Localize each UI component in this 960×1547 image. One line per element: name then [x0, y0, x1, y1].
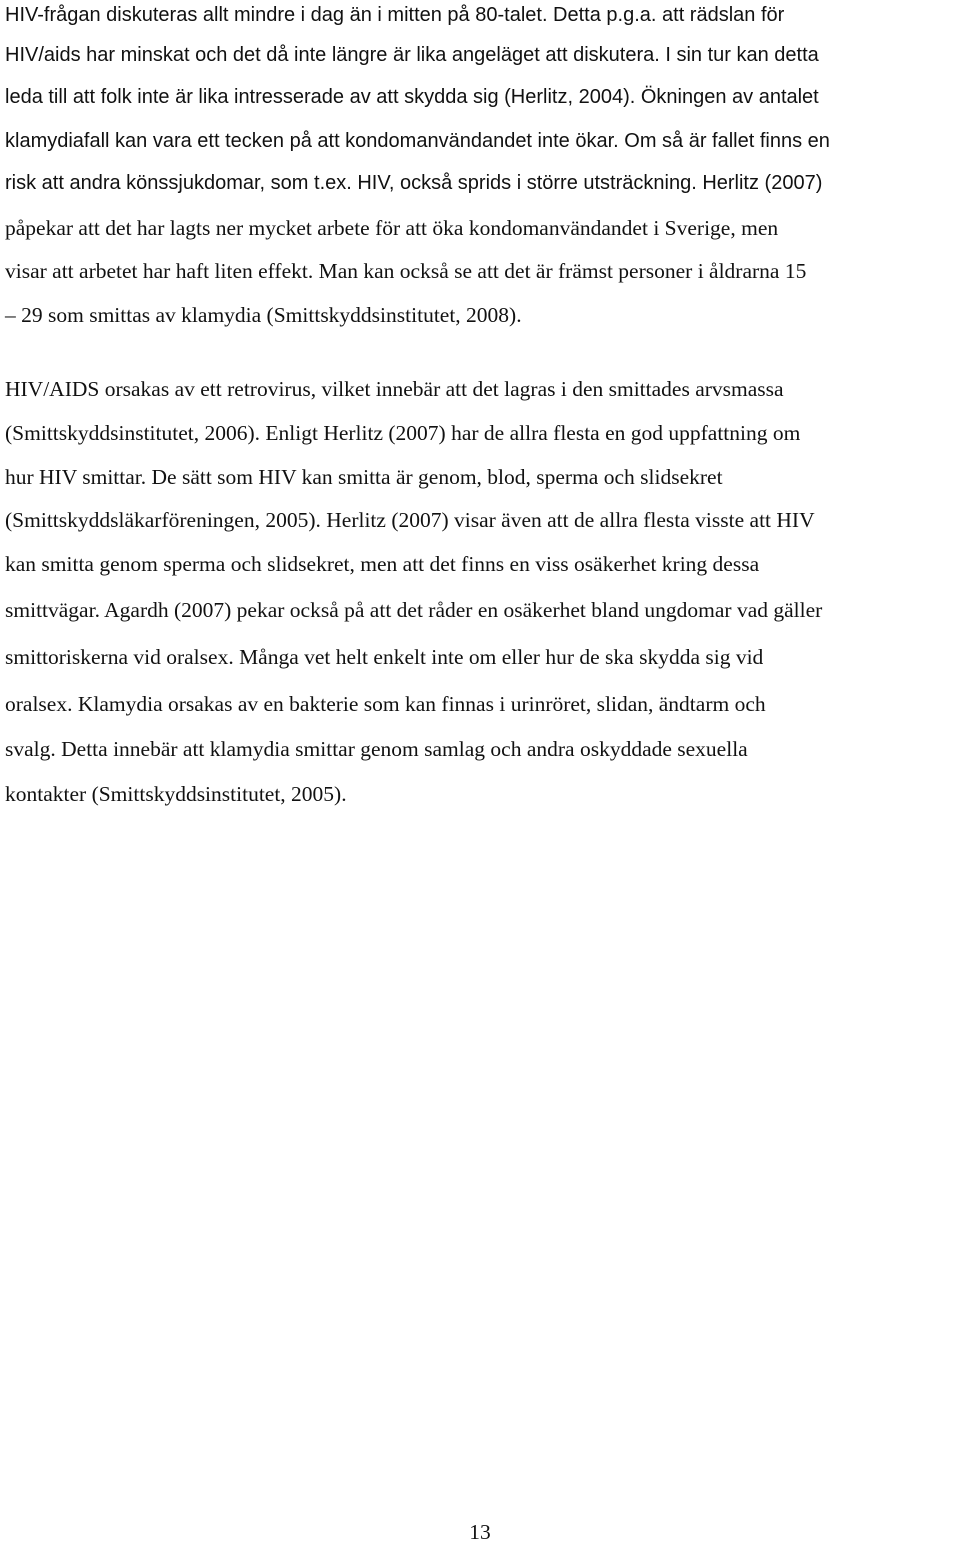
paragraph-2-line: (Smittskyddsinstitutet, 2006). Enligt Herlitz (2007) har de allra flesta en god uppfattning om — [5, 421, 801, 445]
page-number: 13 — [469, 1520, 491, 1544]
paragraph-1-line: HIV-frågan diskuteras allt mindre i dag än i mitten på 80-talet. Detta p.g.a. att rädslan för — [5, 4, 785, 26]
paragraph-1-line: påpekar att det har lagts ner mycket arbete för att öka kondomanvändandet i Sverige, men — [5, 216, 779, 240]
paragraph-1-line: leda till att folk inte är lika intresserade av att skydda sig (Herlitz, 2004). Ökningen av antalet — [5, 86, 819, 108]
paragraph-2-line: smittoriskerna vid oralsex. Många vet helt enkelt inte om eller hur de ska skydda sig vid — [5, 645, 764, 669]
paragraph-1-line: HIV/aids har minskat och det då inte längre är lika angeläget att diskutera. I sin tur kan detta — [5, 44, 819, 66]
paragraph-2-line: smittvägar. Agardh (2007) pekar också på att det råder en osäkerhet bland ungdomar vad gäller — [5, 598, 823, 622]
paragraph-2-line: svalg. Detta innebär att klamydia smittar genom samlag och andra oskyddade sexuella — [5, 737, 748, 761]
paragraph-2-line: hur HIV smittar. De sätt som HIV kan smitta är genom, blod, sperma och slidsekret — [5, 465, 723, 489]
paragraph-1-line: klamydiafall kan vara ett tecken på att kondomanvändandet inte ökar. Om så är fallet finns en — [5, 130, 830, 152]
paragraph-2-line: oralsex. Klamydia orsakas av en bakterie som kan finnas i urinröret, slidan, ändtarm och — [5, 692, 766, 716]
paragraph-1-line: risk att andra könssjukdomar, som t.ex. HIV, också sprids i större utsträckning. Herlitz (2007) — [5, 172, 823, 194]
paragraph-1-line: – 29 som smittas av klamydia (Smittskyddsinstitutet, 2008). — [5, 303, 522, 327]
paragraph-2-line: kan smitta genom sperma och slidsekret, men att det finns en viss osäkerhet kring dessa — [5, 552, 760, 576]
paragraph-2-line: kontakter (Smittskyddsinstitutet, 2005). — [5, 782, 347, 806]
paragraph-2-line: HIV/AIDS orsakas av ett retrovirus, vilket innebär att det lagras i den smittades arvsmassa — [5, 377, 784, 401]
paragraph-1-line: visar att arbetet har haft liten effekt. Man kan också se att det är främst personer i åldrarna 15 — [5, 259, 807, 283]
paragraph-2-line: (Smittskyddsläkarföreningen, 2005). Herlitz (2007) visar även att de allra flesta visste att HIV — [5, 508, 815, 532]
